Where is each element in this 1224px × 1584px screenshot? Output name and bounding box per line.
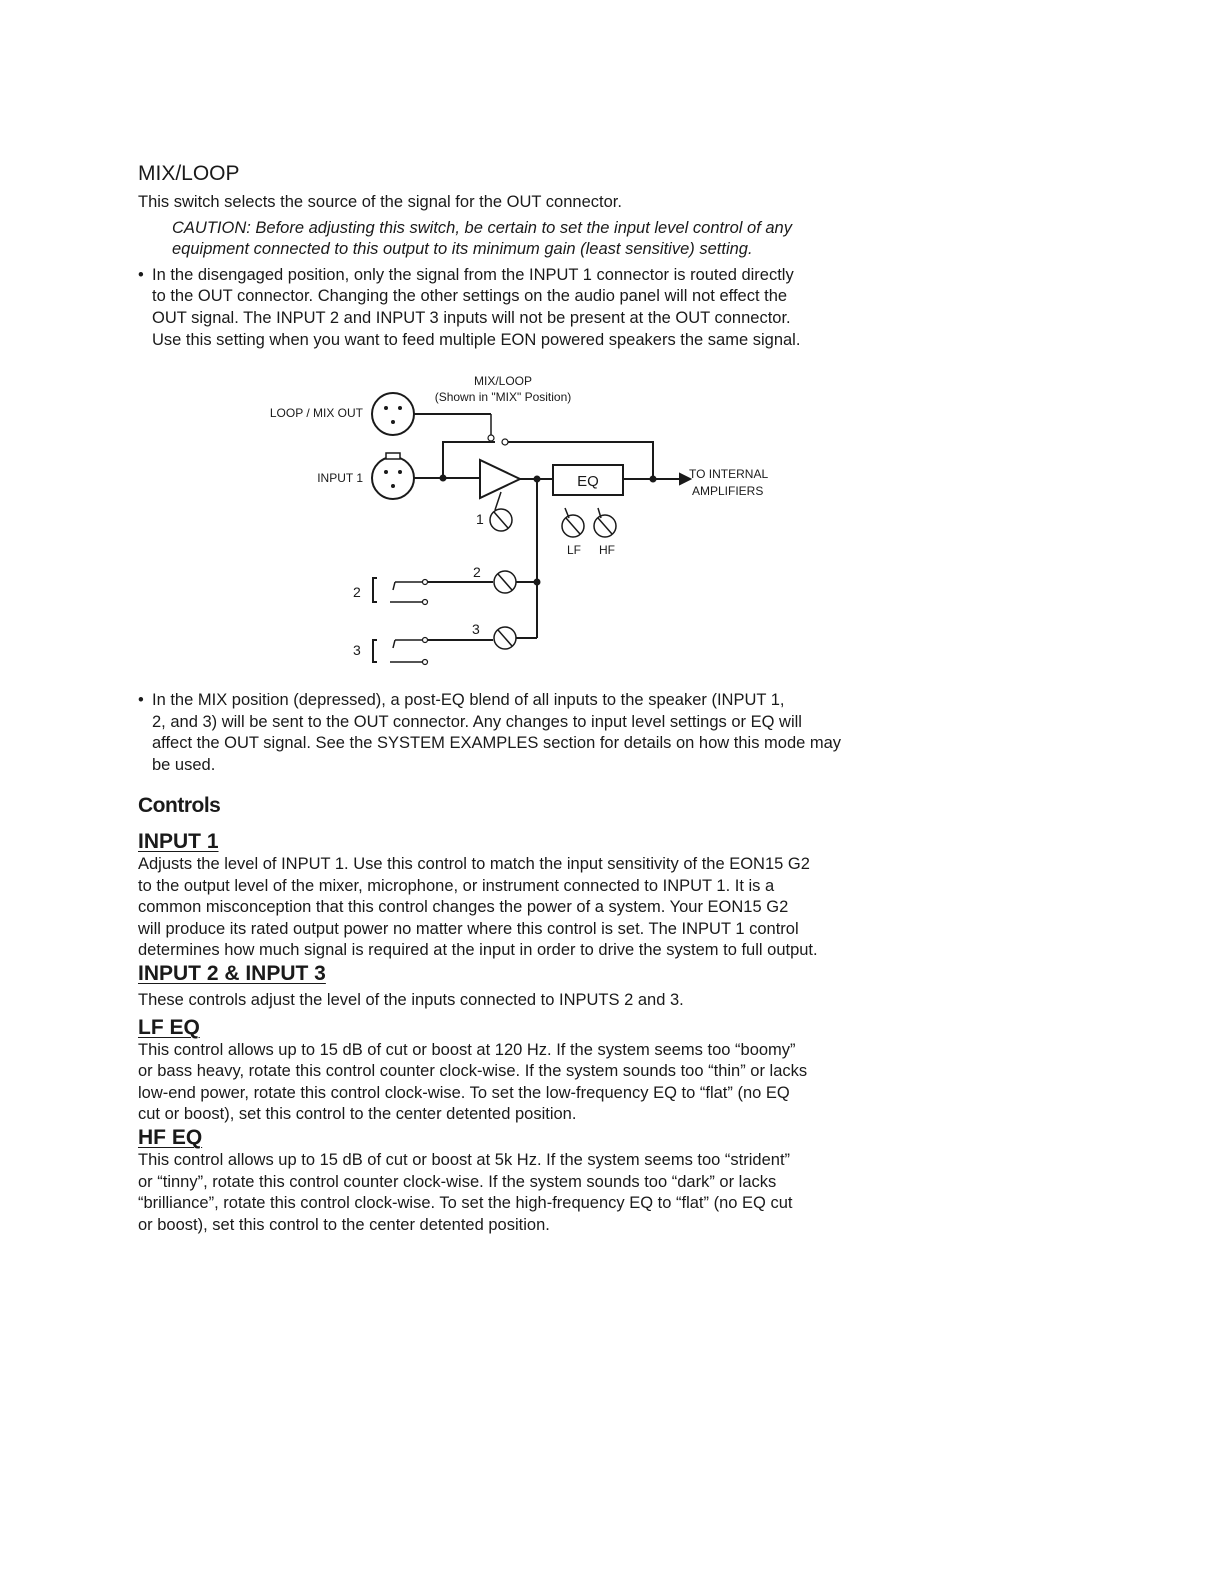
body-line: This control allows up to 15 dB of cut or boost at 120 Hz. If the system seems too “boomy” [138, 1040, 796, 1059]
body-line: cut or boost), set this control to the center detented position. [138, 1105, 577, 1124]
input1-connector-icon [372, 457, 414, 499]
controls-section [138, 794, 928, 1236]
body-line: Adjusts the level of INPUT 1. Use this control to match the input sensitivity of the EON15 G2 [138, 855, 810, 873]
input1-heading: INPUT 1 [138, 830, 219, 853]
bullet-dot: • [138, 691, 144, 709]
input23-body [138, 990, 928, 1012]
mixloop-section [138, 160, 928, 351]
knob3-label: 3 [472, 621, 480, 637]
switch-label: MIX/LOOP [473, 374, 533, 388]
body-line: to the output level of the mixer, microphone, or instrument connected to INPUT 1. It is a [138, 876, 775, 895]
switch-note: (Shown in "MIX" Position) [434, 390, 572, 404]
caution-line-1: CAUTION: Before adjusting this switch, be certain to set the input level control of any [172, 218, 792, 237]
lfeq-body [138, 1040, 928, 1126]
jack3-label: 3 [353, 642, 361, 658]
jack2-label: 2 [353, 584, 361, 600]
bullet-line: to the OUT connector. Changing the other settings on the audio panel will not effect the [152, 287, 788, 306]
body-line: or boost), set this control to the center detented position. [138, 1215, 550, 1234]
caution-note [172, 218, 892, 261]
hfeq-heading: HF EQ [138, 1125, 203, 1149]
bullet-line: 2, and 3) will be sent to the OUT connector. Any changes to input level settings or EQ will [152, 712, 802, 731]
body-line: determines how much signal is required at the input in order to drive the system to full output. [138, 941, 818, 960]
bullet-line: In the MIX position (depressed), a post-EQ blend of all inputs to the speaker (INPUT 1, [152, 691, 785, 709]
output-label-2: AMPLIFIERS [692, 484, 764, 498]
lf-label: LF [567, 543, 582, 557]
output-label-1: TO INTERNAL [689, 467, 769, 481]
body-line: These controls adjust the level of the inputs connected to INPUTS 2 and 3. [138, 990, 684, 1009]
controls-title: Controls [138, 794, 221, 817]
body-line: This control allows up to 15 dB of cut or boost at 5k Hz. If the system seems too “strident” [138, 1150, 791, 1169]
loop-out-label: LOOP / MIX OUT [269, 406, 363, 420]
caution-line-2: equipment connected to this output to its minimum gain (least sensitive) setting. [172, 240, 753, 259]
eq-label: EQ [577, 473, 599, 490]
body-line: “brilliance”, rotate this control clock-wise. To set the high-frequency EQ to “flat” (no EQ cut [138, 1194, 793, 1213]
input23-heading: INPUT 2 & INPUT 3 [138, 961, 326, 985]
bullet-mix [138, 690, 942, 776]
body-line: common misconception that this control changes the power of a system. Your EON15 G2 [138, 898, 789, 917]
loop-out-connector-icon [372, 393, 414, 435]
bullet-disengaged [138, 265, 892, 351]
bullet-line: In the disengaged position, only the signal from the INPUT 1 connector is routed directly [152, 265, 794, 284]
mixloop-intro: This switch selects the source of the signal for the OUT connector. [138, 193, 622, 211]
body-line: low-end power, rotate this control clock-wise. To set the low-frequency EQ to “flat” (no EQ [138, 1083, 790, 1102]
body-line: will produce its rated output power no matter where this control is set. The INPUT 1 control [138, 919, 799, 938]
signal-flow-svg [255, 370, 795, 670]
bullet-dot: • [138, 265, 144, 284]
input1-body [138, 854, 928, 962]
bullet-line: affect the OUT signal. See the SYSTEM EXAMPLES section for details on how this mode may [152, 734, 842, 753]
mix-position-section [138, 690, 928, 776]
hfeq-body [138, 1150, 928, 1236]
input1-label: INPUT 1 [317, 471, 363, 485]
body-line: or bass heavy, rotate this control counter clock-wise. If the system sounds too “thin” or lacks [138, 1062, 808, 1081]
lfeq-heading: LF EQ [138, 1015, 200, 1039]
bullet-line: OUT signal. The INPUT 2 and INPUT 3 inputs will not be present at the OUT connector. [152, 308, 791, 327]
signal-flow-diagram [255, 370, 795, 670]
body-line: or “tinny”, rotate this control counter clock-wise. If the system sounds too “dark” or lacks [138, 1172, 777, 1191]
bullet-line: be used. [152, 755, 216, 774]
hf-label: HF [599, 543, 615, 557]
knob1-label: 1 [476, 511, 484, 527]
knob2-label: 2 [473, 564, 481, 580]
mixloop-title: MIX/LOOP [138, 162, 240, 185]
bullet-line: Use this setting when you want to feed multiple EON powered speakers the same signal. [152, 330, 801, 349]
amplifier-icon [480, 460, 520, 498]
